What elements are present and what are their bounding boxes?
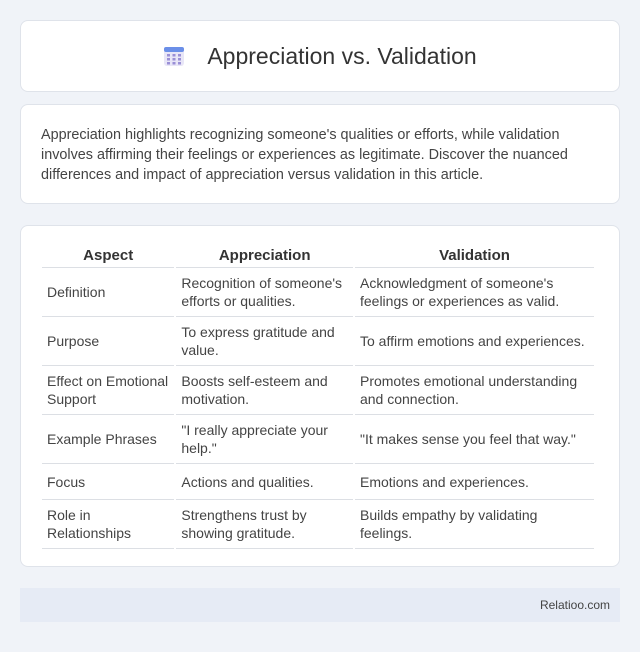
intro-text: Appreciation highlights recognizing someone's qualities or efforts, while validation involves affirming their feelings or experiences as legitimate. Discover the nuanced differences and impact of appreciation versus validation in this article.: [41, 127, 568, 183]
appreciation-cell: Strengthens trust by showing gratitude.: [176, 500, 353, 549]
validation-cell: Acknowledgment of someone's feelings or experiences as valid.: [355, 268, 594, 317]
column-header-validation: Validation: [355, 244, 594, 268]
table-row: [42, 500, 594, 549]
validation-cell: Emotions and experiences.: [355, 464, 594, 500]
table-row: [42, 415, 594, 464]
comparison-table-card: [20, 225, 620, 567]
validation-cell: To affirm emotions and experiences.: [355, 317, 594, 366]
appreciation-cell: Actions and qualities.: [176, 464, 353, 500]
footer: [20, 588, 620, 622]
table-row: [42, 268, 594, 317]
table-row: [42, 317, 594, 366]
appreciation-cell: To express gratitude and value.: [176, 317, 353, 366]
validation-cell: "It makes sense you feel that way.": [355, 415, 594, 464]
comparison-table: [40, 244, 596, 549]
table-row: [42, 366, 594, 415]
aspect-cell: Focus: [42, 464, 174, 500]
appreciation-cell: Boosts self-esteem and motivation.: [176, 366, 353, 415]
column-header-appreciation: Appreciation: [176, 244, 353, 268]
validation-cell: Builds empathy by validating feelings.: [355, 500, 594, 549]
appreciation-cell: Recognition of someone's efforts or qualities.: [176, 268, 353, 317]
calendar-icon: [163, 45, 185, 67]
aspect-cell: Purpose: [42, 317, 174, 366]
aspect-cell: Example Phrases: [42, 415, 174, 464]
aspect-cell: Role in Relationships: [42, 500, 174, 549]
table-row: [42, 464, 594, 500]
table-header-row: [42, 244, 594, 268]
aspect-cell: Definition: [42, 268, 174, 317]
aspect-cell: Effect on Emotional Support: [42, 366, 174, 415]
appreciation-cell: "I really appreciate your help.": [176, 415, 353, 464]
intro-card: [20, 104, 620, 204]
page-title: Appreciation vs. Validation: [207, 42, 477, 69]
footer-brand[interactable]: Relatioo.com: [539, 598, 610, 612]
title-card: [20, 20, 620, 92]
column-header-aspect: Aspect: [42, 244, 174, 268]
validation-cell: Promotes emotional understanding and connection.: [355, 366, 594, 415]
